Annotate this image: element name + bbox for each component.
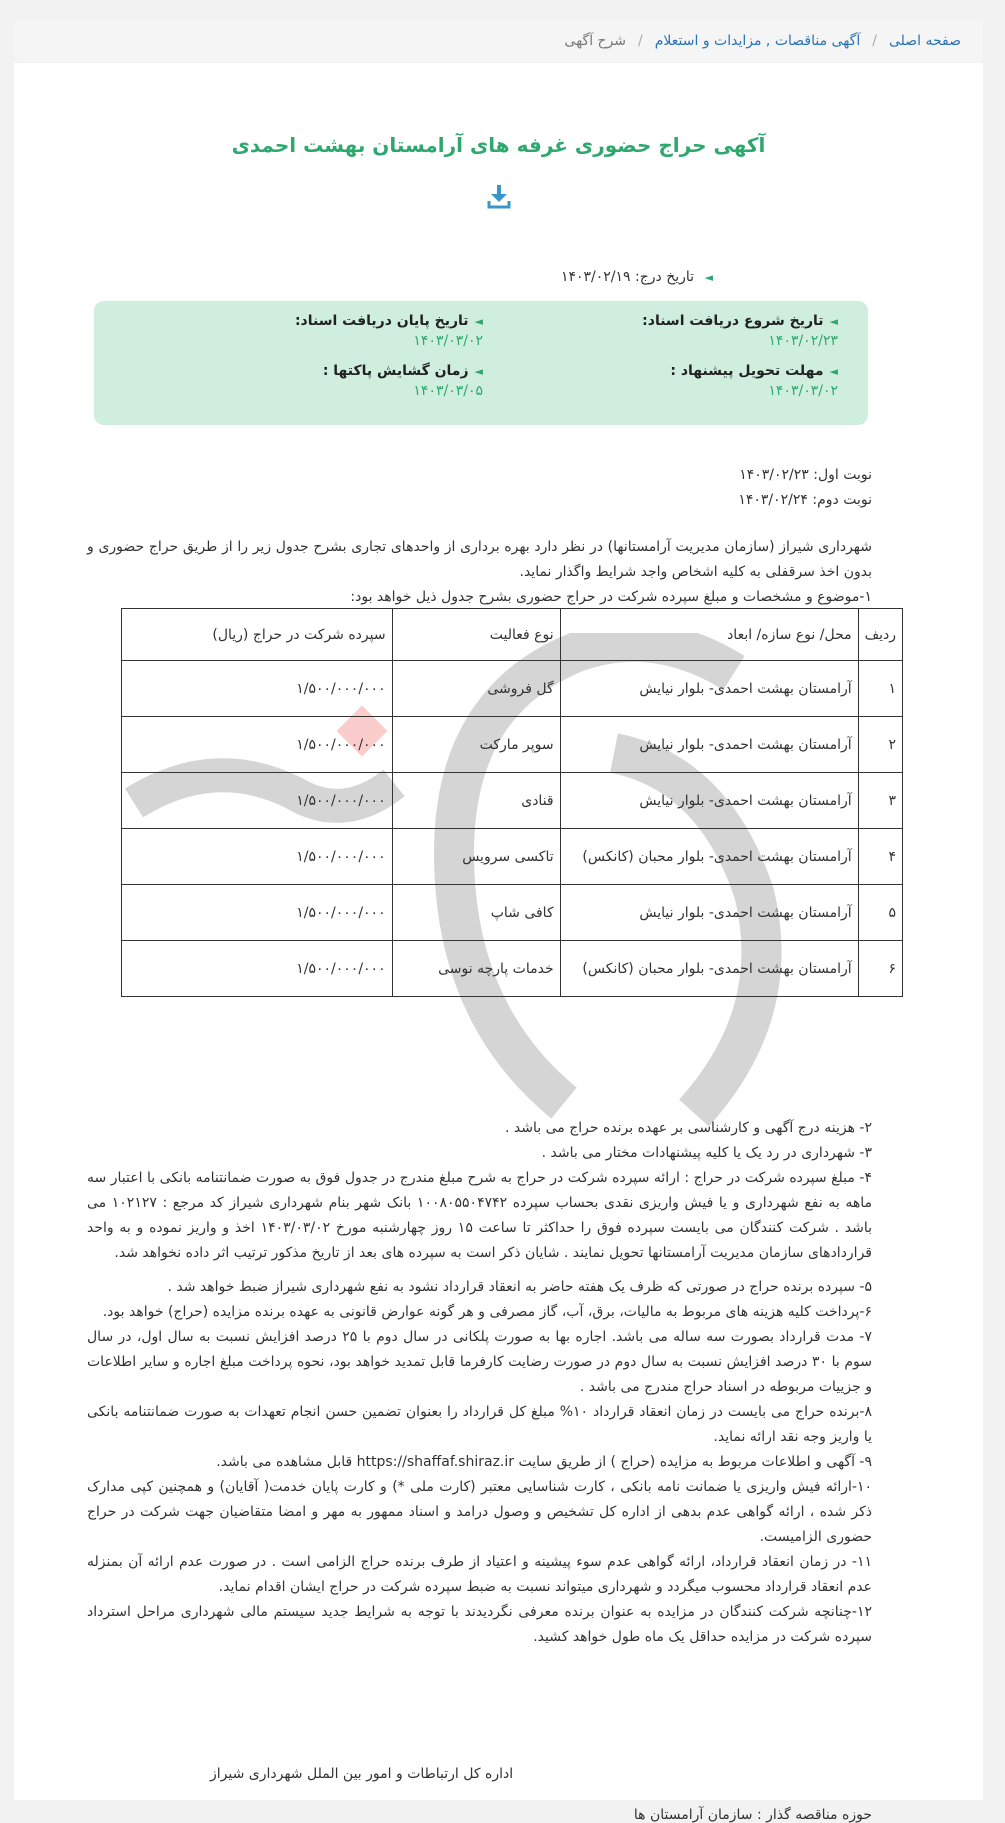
row-number: ۱ xyxy=(858,661,902,717)
table-header-row xyxy=(122,609,903,661)
doc-end-cell xyxy=(295,313,483,349)
term-item: ۶-پرداخت کلیه هزینه های مربوط به مالیات، برق، آب، گاز مصرفی و هر گونه عوارض قانونی به عهده برنده مزایده (حراج) خواهد بود. xyxy=(102,1304,872,1320)
table-row xyxy=(122,829,903,885)
breadcrumb xyxy=(14,20,983,62)
row-location: آرامستان بهشت احمدی- بلوار نیایش xyxy=(560,773,858,829)
doc-start-label: تاریخ شروع دریافت اسناد: xyxy=(642,313,824,329)
second-turn-label: نوبت دوم: xyxy=(812,492,872,508)
row-deposit: ۱/۵۰۰/۰۰۰/۰۰۰ xyxy=(122,661,393,717)
term-item: ۴- مبلغ سپرده شرکت در حراج : ارائه سپرده شرکت در حراج به شرح مبلغ مندرج در جدول فوق به صورت ضمانتنامه بانکی با اعتبار سه ماهه به نفع شهرداری و یا فیش واریزی نقدی بحساب سپرده ۱۰۰۸۰۵۵۰۴۷۴۲ بانک شهر بنام شهرداری شیراز کد مرجع : ۱۰۲۱۲۷ می باشد . شرکت کنندگان می بایست سپرده فوق را حداکثر تا ساعت ۱۵ روز چهارشنبه مورخ ۱۴۰۳/۰۳/۰۲ اخذ و واریز نموده و به واحد قراردادهای سازمان مدیریت آرامستانها تحویل نمایند . شایان ذکر است به سپرده های بعد از تاریخ مذکور ترتیب اثر داده نخواهد شد. xyxy=(87,1170,872,1261)
row-number: ۲ xyxy=(858,717,902,773)
row-activity: سوپر مارکت xyxy=(392,717,560,773)
row-activity: قنادی xyxy=(392,773,560,829)
triangle-left-icon: ◄ xyxy=(474,315,483,328)
triangle-left-icon: ◄ xyxy=(704,271,713,284)
header-deposit: سپرده شرکت در حراج (ریال) xyxy=(122,609,393,661)
tender-area: حوزه مناقصه گذار : سازمان آرامستان ها xyxy=(633,1807,872,1823)
triangle-left-icon: ◄ xyxy=(474,365,483,378)
page-title: آکهی حراج حضوری غرفه های آرامستان بهشت احمدی xyxy=(231,133,766,157)
opening-value: ۱۴۰۳/۰۳/۰۵ xyxy=(413,383,483,399)
insert-date-label: تاریخ درج: xyxy=(635,269,695,285)
term-item: ۱۲-چنانچه شرکت کنندگان در مزایده به عنوان برنده معرفی نگردیدند با توجه به شرایط جدید سیستم مالی شهرداری مراحل استرداد سپرده شرکت در مزایده حداقل یک ماه طول خواهد کشید. xyxy=(87,1604,872,1645)
term-item: ۱۰-ارائه فیش واریزی یا ضمانت نامه بانکی ، کارت شناسایی معتبر (کارت ملی *) و کارت پایان خدمت( آقایان) و همچنین کپی مدارک ذکر شده ، ارائه گواهی عدم بدهی از اداره کل تشخیص و وصول درامد و اسناد ممهور به مهر و امضا متقاضیان جهت شرکت در حراج حضوری الزامیست. xyxy=(87,1479,872,1545)
row-location: آرامستان بهشت احمدی- بلوار نیایش xyxy=(560,661,858,717)
term-item: ۷- مدت قرارداد بصورت سه ساله می باشد. اجاره بها به صورت پلکانی در سال دوم با ۲۵ درصد افزایش نسبت به سال اول، در سال سوم با ۳۰ درصد افزایش نسبت به سال دوم در صورت رضایت کارفرما قابل تمدید خواهد بود، نحوه پرداخت مبلغ اجاره و سایر اطلاعات و جزییات مربوطه در اسناد حراج مندرج می باشد . xyxy=(87,1329,873,1395)
term-item: ۹- آگهی و اطلاعات مربوط به مزایده (حراج ) از طریق سایت https://shaffaf.shiraz.ir قابل مشاهده می باشد. xyxy=(216,1454,872,1470)
header-row-number: ردیف xyxy=(858,609,902,661)
item-1: ۱-موضوع و مشخصات و مبلغ سپرده شرکت در حراج حضوری بشرح جدول ذیل خواهد بود: xyxy=(350,589,872,605)
term-item: ۳- شهرداری در رد یک یا کلیه پیشنهادات مختار می باشد . xyxy=(541,1145,872,1161)
office-signature: اداره کل ارتباطات و امور بین الملل شهرداری شیراز xyxy=(210,1766,514,1782)
auction-table xyxy=(121,608,903,997)
first-turn-date: ۱۴۰۳/۰۲/۲۳ xyxy=(739,467,809,483)
row-deposit: ۱/۵۰۰/۰۰۰/۰۰۰ xyxy=(122,941,393,997)
breadcrumb-section-link[interactable]: آگهی مناقصات , مزایدات و استعلام xyxy=(654,33,861,49)
doc-end-label: تاریخ پایان دریافت اسناد: xyxy=(294,313,469,329)
row-number: ۴ xyxy=(858,829,902,885)
row-location: آرامستان بهشت احمدی- بلوار نیایش xyxy=(560,717,858,773)
term-item: ۱۱- در زمان انعقاد قرارداد، ارائه گواهی عدم سوء پیشینه و اعتیاد از طرف برنده حراج الزامی است . در صورت عدم ارائه آن بمنزله عدم انعقاد قرارداد محسوب میگردد و شهرداری میتواند نسبت به ضبط سپرده شرکت در حراج ایشان اقدام نماید. xyxy=(87,1554,872,1595)
table-row xyxy=(122,941,903,997)
row-number: ۵ xyxy=(858,885,902,941)
row-number: ۳ xyxy=(858,773,902,829)
terms-list-a xyxy=(87,1116,872,1266)
insert-date xyxy=(561,269,713,285)
opening-label: زمان گشایش پاکتها : xyxy=(322,363,469,379)
term-item: ۲- هزینه درج آگهی و کارشناسی بر عهده برنده حراج می باشد . xyxy=(505,1120,872,1136)
doc-start-cell xyxy=(642,313,838,349)
opening-cell xyxy=(323,363,483,399)
insert-date-value: ۱۴۰۳/۰۲/۱۹ xyxy=(560,269,631,285)
triangle-left-icon: ◄ xyxy=(829,315,838,328)
breadcrumb-home-link[interactable]: صفحه اصلی xyxy=(888,33,961,49)
terms-list-b xyxy=(87,1275,872,1650)
table-row xyxy=(122,773,903,829)
row-activity: خدمات پارچه نوسی xyxy=(392,941,560,997)
deadline-cell xyxy=(670,363,838,399)
header-location: محل/ نوع سازه/ ابعاد xyxy=(560,609,858,661)
row-deposit: ۱/۵۰۰/۰۰۰/۰۰۰ xyxy=(122,773,393,829)
deadline-value: ۱۴۰۳/۰۳/۰۲ xyxy=(768,383,838,399)
row-activity: کافی شاپ xyxy=(392,885,560,941)
deadline-label: مهلت تحویل پیشنهاد : xyxy=(670,363,824,379)
doc-end-value: ۱۴۰۳/۰۳/۰۲ xyxy=(413,333,483,349)
row-number: ۶ xyxy=(858,941,902,997)
first-turn-label: نوبت اول: xyxy=(813,467,872,483)
header-activity: نوع فعالیت xyxy=(392,609,560,661)
row-deposit: ۱/۵۰۰/۰۰۰/۰۰۰ xyxy=(122,829,393,885)
doc-start-value: ۱۴۰۳/۰۲/۲۳ xyxy=(768,333,838,349)
second-turn-date: ۱۴۰۳/۰۲/۲۴ xyxy=(738,492,808,508)
row-deposit: ۱/۵۰۰/۰۰۰/۰۰۰ xyxy=(122,717,393,773)
download-icon[interactable] xyxy=(486,183,512,211)
breadcrumb-separator: / xyxy=(638,33,643,49)
table-row xyxy=(122,717,903,773)
dates-info-box xyxy=(94,301,868,425)
triangle-left-icon: ◄ xyxy=(829,365,838,378)
row-location: آرامستان بهشت احمدی- بلوار نیایش xyxy=(560,885,858,941)
breadcrumb-separator: / xyxy=(872,33,877,49)
intro-paragraph: شهرداری شیراز (سازمان مدیریت آرامستانها) در نظر دارد بهره برداری از واحدهای تجاری بشرح جدول زیر را از طریق حراج حضوری و بدون اخذ سرقفلی به کلیه اشخاص واجد شرایط واگذار نماید. xyxy=(87,539,872,580)
row-activity: گل فروشی xyxy=(392,661,560,717)
row-deposit: ۱/۵۰۰/۰۰۰/۰۰۰ xyxy=(122,885,393,941)
term-item: ۸-برنده حراج می بایست در زمان انعقاد قرارداد ۱۰% مبلغ کل قرارداد را بعنوان تضمین حسن انجام تعهدات به صورت ضمانتنامه بانکی یا واریز وجه نقد ارائه نماید. xyxy=(87,1404,872,1445)
row-location: آرامستان بهشت احمدی- بلوار محبان (کانکس) xyxy=(560,941,858,997)
breadcrumb-current: شرح آگهی xyxy=(564,33,627,49)
publication-turns xyxy=(738,463,872,513)
announcement-panel xyxy=(14,63,983,1823)
table-row xyxy=(122,661,903,717)
row-location: آرامستان بهشت احمدی- بلوار محبان (کانکس) xyxy=(560,829,858,885)
table-row xyxy=(122,885,903,941)
term-item: ۵- سپرده برنده حراج در صورتی که ظرف یک هفته حاضر به انعقاد قرارداد نشود به نفع شهرداری شیراز ضبط خواهد شد . xyxy=(167,1279,872,1295)
row-activity: تاکسی سرویس xyxy=(392,829,560,885)
